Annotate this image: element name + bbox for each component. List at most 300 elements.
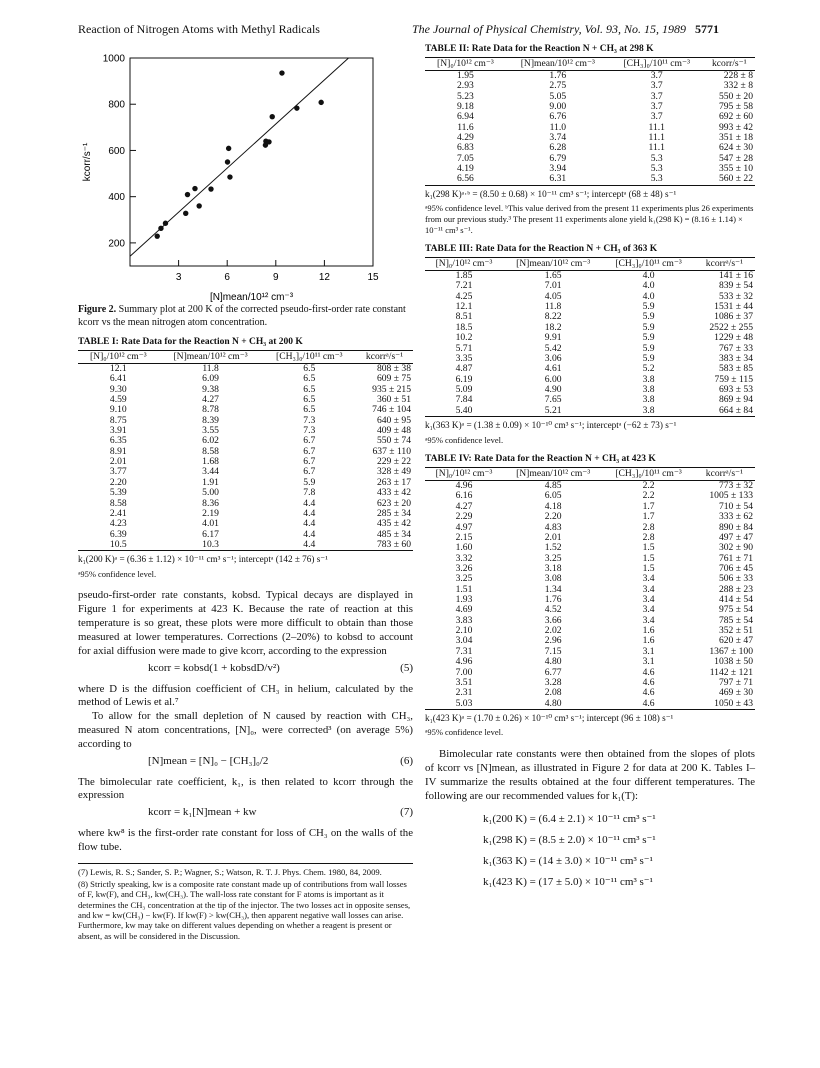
- table-cell: 839 ± 54: [718, 280, 753, 292]
- table-cell: 2.31: [455, 687, 473, 699]
- table-row: [78, 405, 413, 415]
- table-row: [425, 668, 755, 678]
- table-cell: 11.1: [648, 121, 665, 133]
- table-cell: 7.3: [303, 414, 316, 426]
- table-cell: 1229 ± 48: [714, 332, 753, 344]
- table-cell: 773 ± 32: [718, 480, 753, 492]
- table-cell: 2.29: [455, 511, 473, 523]
- table-row: [425, 164, 755, 174]
- table-cell: 506 ± 33: [718, 573, 753, 585]
- table-cell: 409 ± 48: [376, 425, 411, 437]
- table-row: [425, 688, 755, 698]
- table-cell: 6.00: [544, 373, 562, 385]
- table-cell: 11.1: [648, 142, 665, 154]
- table-cell: 12.1: [109, 362, 127, 374]
- table-cell: 583 ± 85: [718, 363, 753, 375]
- table-cell: 1.7: [642, 511, 655, 523]
- table-cell: 6.5: [303, 373, 316, 385]
- table-cell: 4.27: [202, 393, 219, 405]
- table-cell: 12.1: [455, 301, 473, 313]
- table-row: [425, 491, 755, 501]
- table-cell: 332 ± 8: [723, 80, 753, 92]
- plot-frame: [130, 58, 373, 266]
- table-cell: 1.6: [642, 625, 655, 637]
- table-cell: 351 ± 18: [718, 132, 753, 144]
- table-cell: 4.01: [202, 518, 219, 530]
- table-cell: 7.05: [457, 152, 474, 164]
- table-cell: 2.01: [544, 531, 562, 543]
- table-cell: 9.00: [549, 100, 567, 112]
- table-cell: 1367 ± 100: [709, 645, 753, 657]
- table-cell: 3.7: [650, 69, 663, 81]
- table-row: [425, 657, 755, 667]
- table-2-title: TABLE II: Rate Data for the Reaction N + CH₃ at 298 K: [425, 44, 654, 54]
- table-row: [425, 312, 755, 322]
- table-row: [425, 81, 755, 91]
- paragraph-4: The bimolecular rate coefficient, k₁, is then related to kcorr through the expression: [78, 775, 413, 802]
- table-cell: 1.93: [455, 594, 473, 606]
- table-row: [425, 354, 755, 364]
- table-cell: 5.05: [549, 90, 567, 102]
- y-tick-label: 1000: [102, 53, 125, 65]
- table-row: [425, 333, 755, 343]
- table-cell: 4.6: [642, 666, 655, 678]
- table-cell: 7.31: [455, 645, 473, 657]
- table-cell: 355 ± 10: [718, 163, 753, 175]
- table-3-header-0: [N]₀/10¹² cm⁻³: [425, 258, 503, 271]
- table-row: [425, 143, 755, 153]
- data-point: [208, 186, 213, 191]
- paragraph-5: where kw⁸ is the first-order rate constant for loss of CH₃ on the walls of the flow tube.: [78, 827, 413, 854]
- table-cell: 141 ± 16: [718, 270, 753, 282]
- table-cell: 10.5: [78, 540, 159, 551]
- table-cell: 4.96: [455, 656, 473, 668]
- table-row: [425, 605, 755, 615]
- table-3-title: TABLE III: Rate Data for the Reaction N + CH₃ of 363 K: [425, 244, 658, 255]
- table-cell: 4.85: [544, 480, 562, 492]
- table-cell: 6.7: [303, 435, 316, 447]
- table-cell: 993 ± 42: [718, 121, 753, 133]
- data-point: [279, 70, 284, 75]
- table-2-summary: k₁(298 K)ᵃ·ᵇ = (8.50 ± 0.68) × 10⁻¹¹ cm³ s⁻¹; interceptᵃ (68 ± 48) s⁻¹: [425, 188, 677, 199]
- table-row: [425, 554, 755, 564]
- table-2-header-2: [CH₃]₀/10¹¹ cm⁻³: [610, 57, 704, 70]
- table-cell: 433 ± 42: [376, 487, 411, 499]
- table-cell: 975 ± 54: [718, 604, 753, 616]
- table-cell: 4.23: [109, 518, 127, 530]
- table-cell: 11.8: [544, 301, 562, 313]
- table-row: [78, 499, 413, 509]
- table-cell: 8.58: [202, 445, 219, 457]
- table-cell: 550 ± 74: [376, 435, 411, 447]
- table-cell: 637 ± 110: [372, 445, 411, 457]
- table-cell: 7.01: [544, 280, 562, 292]
- table-cell: 6.5: [303, 404, 316, 416]
- table-cell: 263 ± 17: [376, 476, 411, 488]
- data-point: [263, 142, 268, 147]
- table-cell: 11.8: [202, 362, 219, 374]
- table-cell: 9.38: [202, 383, 219, 395]
- table-row: [425, 533, 755, 543]
- figure-caption: [78, 304, 413, 329]
- table-cell: 2.96: [544, 635, 562, 647]
- equation-6: [78, 755, 413, 773]
- table-row: [425, 112, 755, 122]
- paragraph-3: To allow for the small depletion of N caused by reaction with CH₃, measured N atom concentrations, [N]₀, were corrected³ (on average 5%) according to: [78, 710, 413, 750]
- table-2: [425, 44, 755, 235]
- table-cell: 1050 ± 43: [694, 699, 755, 710]
- table-row: [425, 543, 755, 553]
- table-cell: 550 ± 20: [718, 90, 753, 102]
- table-cell: 8.51: [455, 311, 473, 323]
- table-cell: 2.01: [109, 456, 127, 468]
- table-cell: 3.74: [549, 132, 567, 144]
- table-cell: 328 ± 49: [376, 466, 411, 478]
- equation-5: [78, 662, 413, 680]
- table-cell: 3.4: [642, 573, 655, 585]
- table-cell: 5.3: [650, 163, 663, 175]
- table-row: [78, 416, 413, 426]
- table-cell: 4.6: [642, 676, 655, 688]
- table-cell: 5.2: [642, 363, 655, 375]
- table-cell: 5.03: [425, 699, 503, 710]
- table-cell: 533 ± 32: [718, 290, 753, 302]
- table-cell: 1142 ± 121: [709, 666, 753, 678]
- figure-caption-label: Figure 2.: [78, 304, 117, 315]
- table-cell: 623 ± 20: [376, 497, 411, 509]
- table-cell: 6.05: [544, 490, 562, 502]
- table-cell: 3.8: [642, 373, 655, 385]
- table-row: [425, 292, 755, 302]
- table-cell: 6.79: [549, 152, 567, 164]
- table-cell: 1.95: [457, 69, 474, 81]
- table-cell: 383 ± 34: [718, 352, 753, 364]
- table-row: [425, 406, 755, 417]
- table-cell: 6.7: [303, 466, 316, 478]
- table-cell: 4.61: [544, 363, 562, 375]
- table-cell: 767 ± 33: [718, 342, 753, 354]
- table-row: [78, 426, 413, 436]
- table-row: [425, 395, 755, 405]
- table-cell: 8.58: [109, 497, 127, 509]
- table-cell: 797 ± 71: [718, 676, 753, 688]
- table-cell: 3.04: [455, 635, 473, 647]
- table-row: [425, 626, 755, 636]
- journal-header: [412, 22, 719, 37]
- table-cell: 3.26: [455, 562, 473, 574]
- table-cell: 3.25: [455, 573, 473, 585]
- table-cell: 5.40: [425, 406, 503, 417]
- k-200: k₁(200 K) = (6.4 ± 2.1) × 10⁻¹¹ cm³ s⁻¹: [483, 813, 656, 826]
- table-cell: 5.23: [457, 90, 474, 102]
- running-header-title: Reaction of Nitrogen Atoms with Methyl Radicals: [78, 22, 320, 36]
- x-tick-label: 9: [273, 272, 279, 283]
- page-number: 5771: [695, 22, 719, 36]
- table-cell: 1531 ± 44: [714, 301, 753, 313]
- table-cell: 5.9: [642, 342, 655, 354]
- table-cell: 485 ± 34: [376, 528, 411, 540]
- table-cell: 8.91: [109, 445, 127, 457]
- table-row: [425, 92, 755, 102]
- table-row: [78, 467, 413, 477]
- table-cell: 6.41: [109, 373, 127, 385]
- table-cell: 1.65: [544, 270, 562, 282]
- table-cell: 547 ± 28: [718, 152, 753, 164]
- table-4-summary: k₁(423 K)ᵃ = (1.70 ± 0.26) × 10⁻¹⁰ cm³ s⁻¹; intercept (96 ± 108) s⁻¹: [425, 712, 674, 723]
- table-cell: 6.28: [549, 142, 567, 154]
- table-row: [78, 385, 413, 395]
- table-cell: 302 ± 90: [718, 542, 753, 554]
- table-cell: 2.93: [457, 80, 474, 92]
- table-cell: 6.7: [303, 445, 316, 457]
- data-point: [183, 211, 188, 216]
- table-cell: 3.4: [642, 594, 655, 606]
- table-2-header-row: [425, 57, 755, 70]
- references: [78, 863, 413, 941]
- table-1: [78, 337, 413, 579]
- table-cell: 1.34: [544, 583, 562, 595]
- table-row: [425, 678, 755, 688]
- table-cell: 5.09: [455, 384, 473, 395]
- table-cell: 3.32: [455, 552, 473, 564]
- table-cell: 1.91: [202, 476, 219, 488]
- table-row: [78, 519, 413, 529]
- table-cell: 620 ± 47: [718, 635, 753, 647]
- table-cell: 1.68: [202, 456, 219, 468]
- table-cell: 6.31: [506, 174, 610, 185]
- table-cell: 5.9: [642, 352, 655, 364]
- table-cell: 3.8: [603, 406, 693, 417]
- table-row: [425, 154, 755, 164]
- table-cell: 4.29: [457, 132, 474, 144]
- table-row: [425, 647, 755, 657]
- table-cell: 1.76: [549, 69, 567, 81]
- table-cell: 229 ± 22: [376, 456, 411, 468]
- table-cell: 785 ± 54: [718, 614, 753, 626]
- table-cell: 692 ± 60: [718, 111, 753, 123]
- table-cell: 5.9: [303, 476, 316, 488]
- table-row: [425, 574, 755, 584]
- table-1-grid: [78, 350, 413, 551]
- table-3-header-3: kcorrᵃ/s⁻¹: [694, 258, 755, 271]
- equation-7-expr: kcorr = k₁[N]mean + kw: [148, 806, 257, 819]
- table-row: [425, 344, 755, 354]
- table-cell: 2.8: [642, 521, 655, 533]
- figure-caption-text: Summary plot at 200 K of the corrected pseudo-first-order rate constant kcorr vs the mean nitrogen atom concentration.: [78, 304, 406, 328]
- table-cell: 6.09: [202, 373, 219, 385]
- reference-7: (7) Lewis, R. S.; Sander, S. P.; Wagner, S.; Watson, R. T. J. Phys. Chem. 1980, 84, 2009.: [78, 866, 382, 877]
- table-cell: 4.80: [503, 699, 603, 710]
- table-row: [78, 395, 413, 405]
- table-cell: 7.8: [303, 487, 316, 499]
- data-point: [227, 174, 232, 179]
- table-row: [425, 616, 755, 626]
- table-cell: 5.42: [544, 342, 562, 354]
- table-1-header-row: [78, 350, 413, 363]
- table-cell: 3.25: [544, 552, 562, 564]
- table-row: [425, 323, 755, 333]
- table-cell: 1.7: [642, 500, 655, 512]
- table-3-header-2: [CH₃]₀/10¹¹ cm⁻³: [603, 258, 693, 271]
- table-row: [425, 70, 755, 81]
- table-cell: 4.96: [455, 480, 473, 492]
- table-cell: 1.5: [642, 562, 655, 574]
- table-cell: 4.4: [303, 497, 316, 509]
- table-4-header-3: kcorrᵃ/s⁻¹: [694, 468, 755, 481]
- table-cell: 1.52: [544, 542, 562, 554]
- table-cell: 6.5: [303, 383, 316, 395]
- table-cell: 3.91: [109, 425, 127, 437]
- table-cell: 9.91: [544, 332, 562, 344]
- table-cell: 3.28: [544, 676, 562, 688]
- equation-7-number: (7): [400, 806, 413, 819]
- paragraph-1: pseudo-first-order rate constants, kobsd. Typical decays are displayed in Figure 1 for experiments at 423 K. Because the rate of reaction at this temperature is so great, these plots were more difficult to obtain than those measured at lower temperatures. Corrections (2–20%) to kobsd to account for axial diffusion were made to give kcorr, according to the expression: [78, 589, 413, 657]
- table-cell: 9.18: [457, 100, 474, 112]
- table-cell: 8.78: [202, 404, 219, 416]
- table-cell: 4.59: [109, 393, 127, 405]
- x-tick-label: 12: [318, 272, 330, 283]
- table-cell: 3.7: [650, 100, 663, 112]
- equation-6-number: (6): [400, 754, 413, 767]
- table-cell: 4.25: [455, 290, 473, 302]
- table-4-grid: [425, 467, 755, 710]
- data-point: [163, 221, 168, 226]
- table-3-header-1: [N]mean/10¹² cm⁻³: [503, 258, 603, 271]
- table-cell: 3.35: [455, 352, 473, 364]
- paragraph-2: where D is the diffusion coefficient of CH₃ in helium, calculated by the method of Lewis et al.⁷: [78, 682, 413, 709]
- table-row: [425, 123, 755, 133]
- table-cell: 4.0: [642, 270, 655, 282]
- table-cell: 10.3: [159, 540, 263, 551]
- y-axis-label: kcorr/s⁻¹: [82, 142, 93, 182]
- table-row: [78, 540, 413, 551]
- table-cell: 497 ± 47: [718, 531, 753, 543]
- table-cell: 6.5: [303, 362, 316, 374]
- table-row: [78, 374, 413, 384]
- table-row: [425, 302, 755, 312]
- data-point: [225, 159, 230, 164]
- table-row: [425, 481, 755, 492]
- table-cell: 4.4: [303, 507, 316, 519]
- table-row: [425, 523, 755, 533]
- table-row: [425, 585, 755, 595]
- table-cell: 3.7: [650, 80, 663, 92]
- table-row: [425, 502, 755, 512]
- equation-6-expr: [N]mean = [N]₀ − [CH₃]₀/2: [148, 754, 269, 767]
- table-row: [78, 447, 413, 457]
- table-cell: 3.18: [544, 562, 562, 574]
- table-cell: 228 ± 8: [723, 69, 753, 81]
- table-cell: 18.2: [544, 321, 562, 333]
- table-cell: 5.00: [202, 487, 219, 499]
- data-point: [185, 192, 190, 197]
- data-point: [155, 233, 160, 238]
- table-cell: 664 ± 84: [694, 406, 755, 417]
- table-cell: 7.21: [455, 280, 473, 292]
- equation-7: [78, 806, 413, 824]
- table-cell: 1.51: [455, 583, 473, 595]
- table-2-header-3: kcorr/s⁻¹: [704, 57, 755, 70]
- table-cell: 3.1: [642, 656, 655, 668]
- table-cell: 4.18: [544, 500, 562, 512]
- table-cell: 4.83: [544, 521, 562, 533]
- table-row: [425, 636, 755, 646]
- table-cell: 783 ± 60: [356, 540, 413, 551]
- table-cell: 869 ± 94: [718, 394, 753, 406]
- table-cell: 3.06: [544, 352, 562, 364]
- table-cell: 759 ± 115: [714, 373, 753, 385]
- table-cell: 4.4: [303, 528, 316, 540]
- table-row: [78, 488, 413, 498]
- table-cell: 3.1: [642, 645, 655, 657]
- table-cell: 7.00: [455, 666, 473, 678]
- table-cell: 8.22: [544, 311, 562, 323]
- table-4-note: ᵃ95% confidence level.: [425, 727, 504, 738]
- table-cell: 4.27: [455, 500, 473, 512]
- table-cell: 6.17: [202, 528, 219, 540]
- k-363: k₁(363 K) = (14 ± 3.0) × 10⁻¹¹ cm³ s⁻¹: [483, 855, 653, 868]
- x-tick-label: 15: [367, 272, 379, 283]
- table-2-header-1: [N]mean/10¹² cm⁻³: [506, 57, 610, 70]
- data-point: [294, 105, 299, 110]
- k-423: k₁(423 K) = (17 ± 5.0) × 10⁻¹¹ cm³ s⁻¹: [483, 876, 653, 889]
- table-cell: 18.5: [455, 321, 473, 333]
- right-paragraph-1: Bimolecular rate constants were then obtained from the slopes of plots of kcorr vs [N]mean, as illustrated in Figure 2 for data at 200 K. Tables I–IV summarize the results obtained at the four different temperatures. The following are our recommended values for k₁(T):: [425, 748, 755, 802]
- table-cell: 2.02: [544, 625, 562, 637]
- table-cell: 560 ± 22: [704, 174, 755, 185]
- table-cell: 4.19: [457, 163, 474, 175]
- table-1-header-0: [N]₀/10¹² cm⁻³: [78, 350, 159, 363]
- table-cell: 710 ± 54: [718, 500, 753, 512]
- table-cell: 3.4: [642, 583, 655, 595]
- table-cell: 7.65: [544, 394, 562, 406]
- table-cell: 890 ± 84: [718, 521, 753, 533]
- data-point: [270, 114, 275, 119]
- table-cell: 4.87: [455, 363, 473, 375]
- y-tick-label: 200: [108, 238, 125, 250]
- table-cell: 6.19: [455, 373, 473, 385]
- table-cell: 360 ± 51: [376, 393, 411, 405]
- table-row: [425, 102, 755, 112]
- table-2-note: ᵃ95% confidence level. ᵇThis value derived from the present 11 experiments plus 26 experiments from our previous study.³ The present 11 experiments alone yield k₁(298 K) = (8.16 ± 1.14) × 10⁻¹¹ cm³ s⁻¹.: [425, 203, 754, 235]
- scatter-plot: [78, 44, 413, 302]
- journal-citation: The Journal of Physical Chemistry, Vol. 93, No. 15, 1989: [412, 22, 686, 36]
- table-cell: 2.2: [642, 480, 655, 492]
- table-row: [425, 595, 755, 605]
- right-body-text: [425, 748, 755, 893]
- table-cell: 808 ± 38: [376, 362, 411, 374]
- table-cell: 8.75: [109, 414, 127, 426]
- table-4-header-1: [N]mean/10¹² cm⁻³: [503, 468, 603, 481]
- table-cell: 3.8: [642, 384, 655, 395]
- reference-8: (8) Strictly speaking, kw is a composite rate constant made up of contributions from wall losses of F, kw(F), and CH₃, kw(CH₃). The wall-loss rate constant for F atoms is important as it determines the CH₃ concentration at the tip of the injector. The two losses act in opposite senses, and kw = kw(CH₃) − kw(F). If kw(F) > kw(CH₃), then apparent negative wall losses can arise. Furthermore, kw may take on different values depending on whether a reagent is present or absent, as will be considered in the Discussion.: [78, 879, 411, 941]
- table-cell: 5.39: [109, 487, 127, 499]
- right-column: [425, 44, 755, 893]
- table-2-grid: [425, 57, 755, 186]
- data-point: [158, 226, 163, 231]
- data-point: [192, 186, 197, 191]
- x-tick-label: 6: [224, 272, 230, 283]
- table-row: [425, 133, 755, 143]
- table-row: [78, 436, 413, 446]
- table-cell: 795 ± 58: [718, 100, 753, 112]
- table-cell: 5.9: [642, 321, 655, 333]
- table-cell: 3.94: [549, 163, 567, 175]
- table-cell: 3.7: [650, 90, 663, 102]
- table-row: [78, 478, 413, 488]
- table-row: [425, 271, 755, 282]
- table-cell: 11.1: [648, 132, 665, 144]
